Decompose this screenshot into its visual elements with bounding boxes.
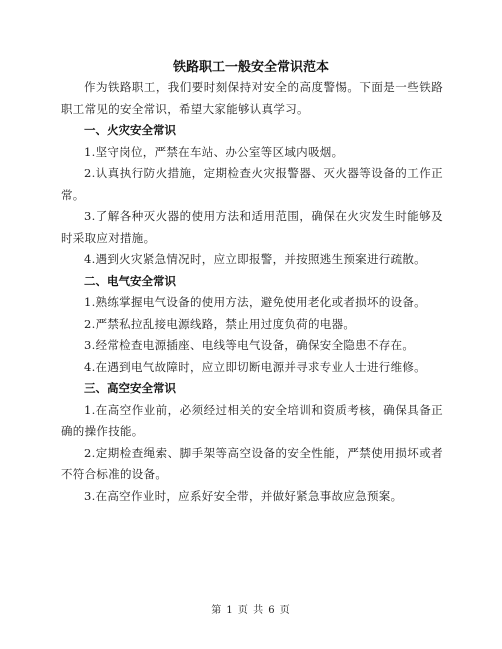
intro-paragraph: 作为铁路职工，我们要时刻保持对安全的高度警惕。下面是一些铁路职工常见的安全常识，希望大家能够认真学习。	[61, 80, 443, 116]
section-heading: 三、高空安全常识	[84, 381, 176, 395]
list-item: 1.坚守岗位，严禁在车站、办公室等区域内吸烟。	[84, 144, 344, 159]
section-heading: 一、火灾安全常识	[84, 123, 176, 137]
section-fire-safety	[61, 120, 443, 271]
list-item: 4.遇到火灾紧急情况时，应立即报警，并按照逃生预案进行疏散。	[84, 252, 426, 266]
list-item: 3.了解各种灭火器的使用方法和适用范围，确保在火灾发生时能够及时采取应对措施。	[61, 209, 443, 245]
section-electrical-safety	[61, 271, 443, 379]
list-item: 2.认真执行防火措施，定期检查火灾报警器、灭火器等设备的工作正常。	[61, 166, 443, 202]
document-body	[61, 77, 443, 507]
list-item: 3.在高空作业时，应系好安全带，并做好紧急事故应急预案。	[84, 488, 403, 503]
document-title: 铁路职工一般安全常识范本	[172, 60, 329, 75]
list-item: 2.严禁私拉乱接电源线路，禁止用过度负荷的电器。	[84, 316, 356, 331]
section-height-safety	[61, 378, 443, 507]
list-item: 4.在遇到电气故障时，应立即切断电源并寻求专业人士进行维修。	[84, 359, 426, 374]
list-item: 3.经常检查电源插座、电线等电气设备，确保安全隐患不存在。	[84, 338, 415, 352]
section-heading: 二、电气安全常识	[84, 273, 176, 288]
list-item: 1.在高空作业前，必须经过相关的安全培训和资质考核，确保具备正确的操作技能。	[61, 402, 443, 438]
page-number-footer: 第 1 页 共 6 页	[211, 605, 291, 616]
list-item: 1.熟练掌握电气设备的使用方法，避免使用老化或者损坏的设备。	[84, 295, 426, 309]
list-item: 2.定期检查绳索、脚手架等高空设备的安全性能，严禁使用损坏或者不符合标准的设备。	[61, 445, 443, 481]
